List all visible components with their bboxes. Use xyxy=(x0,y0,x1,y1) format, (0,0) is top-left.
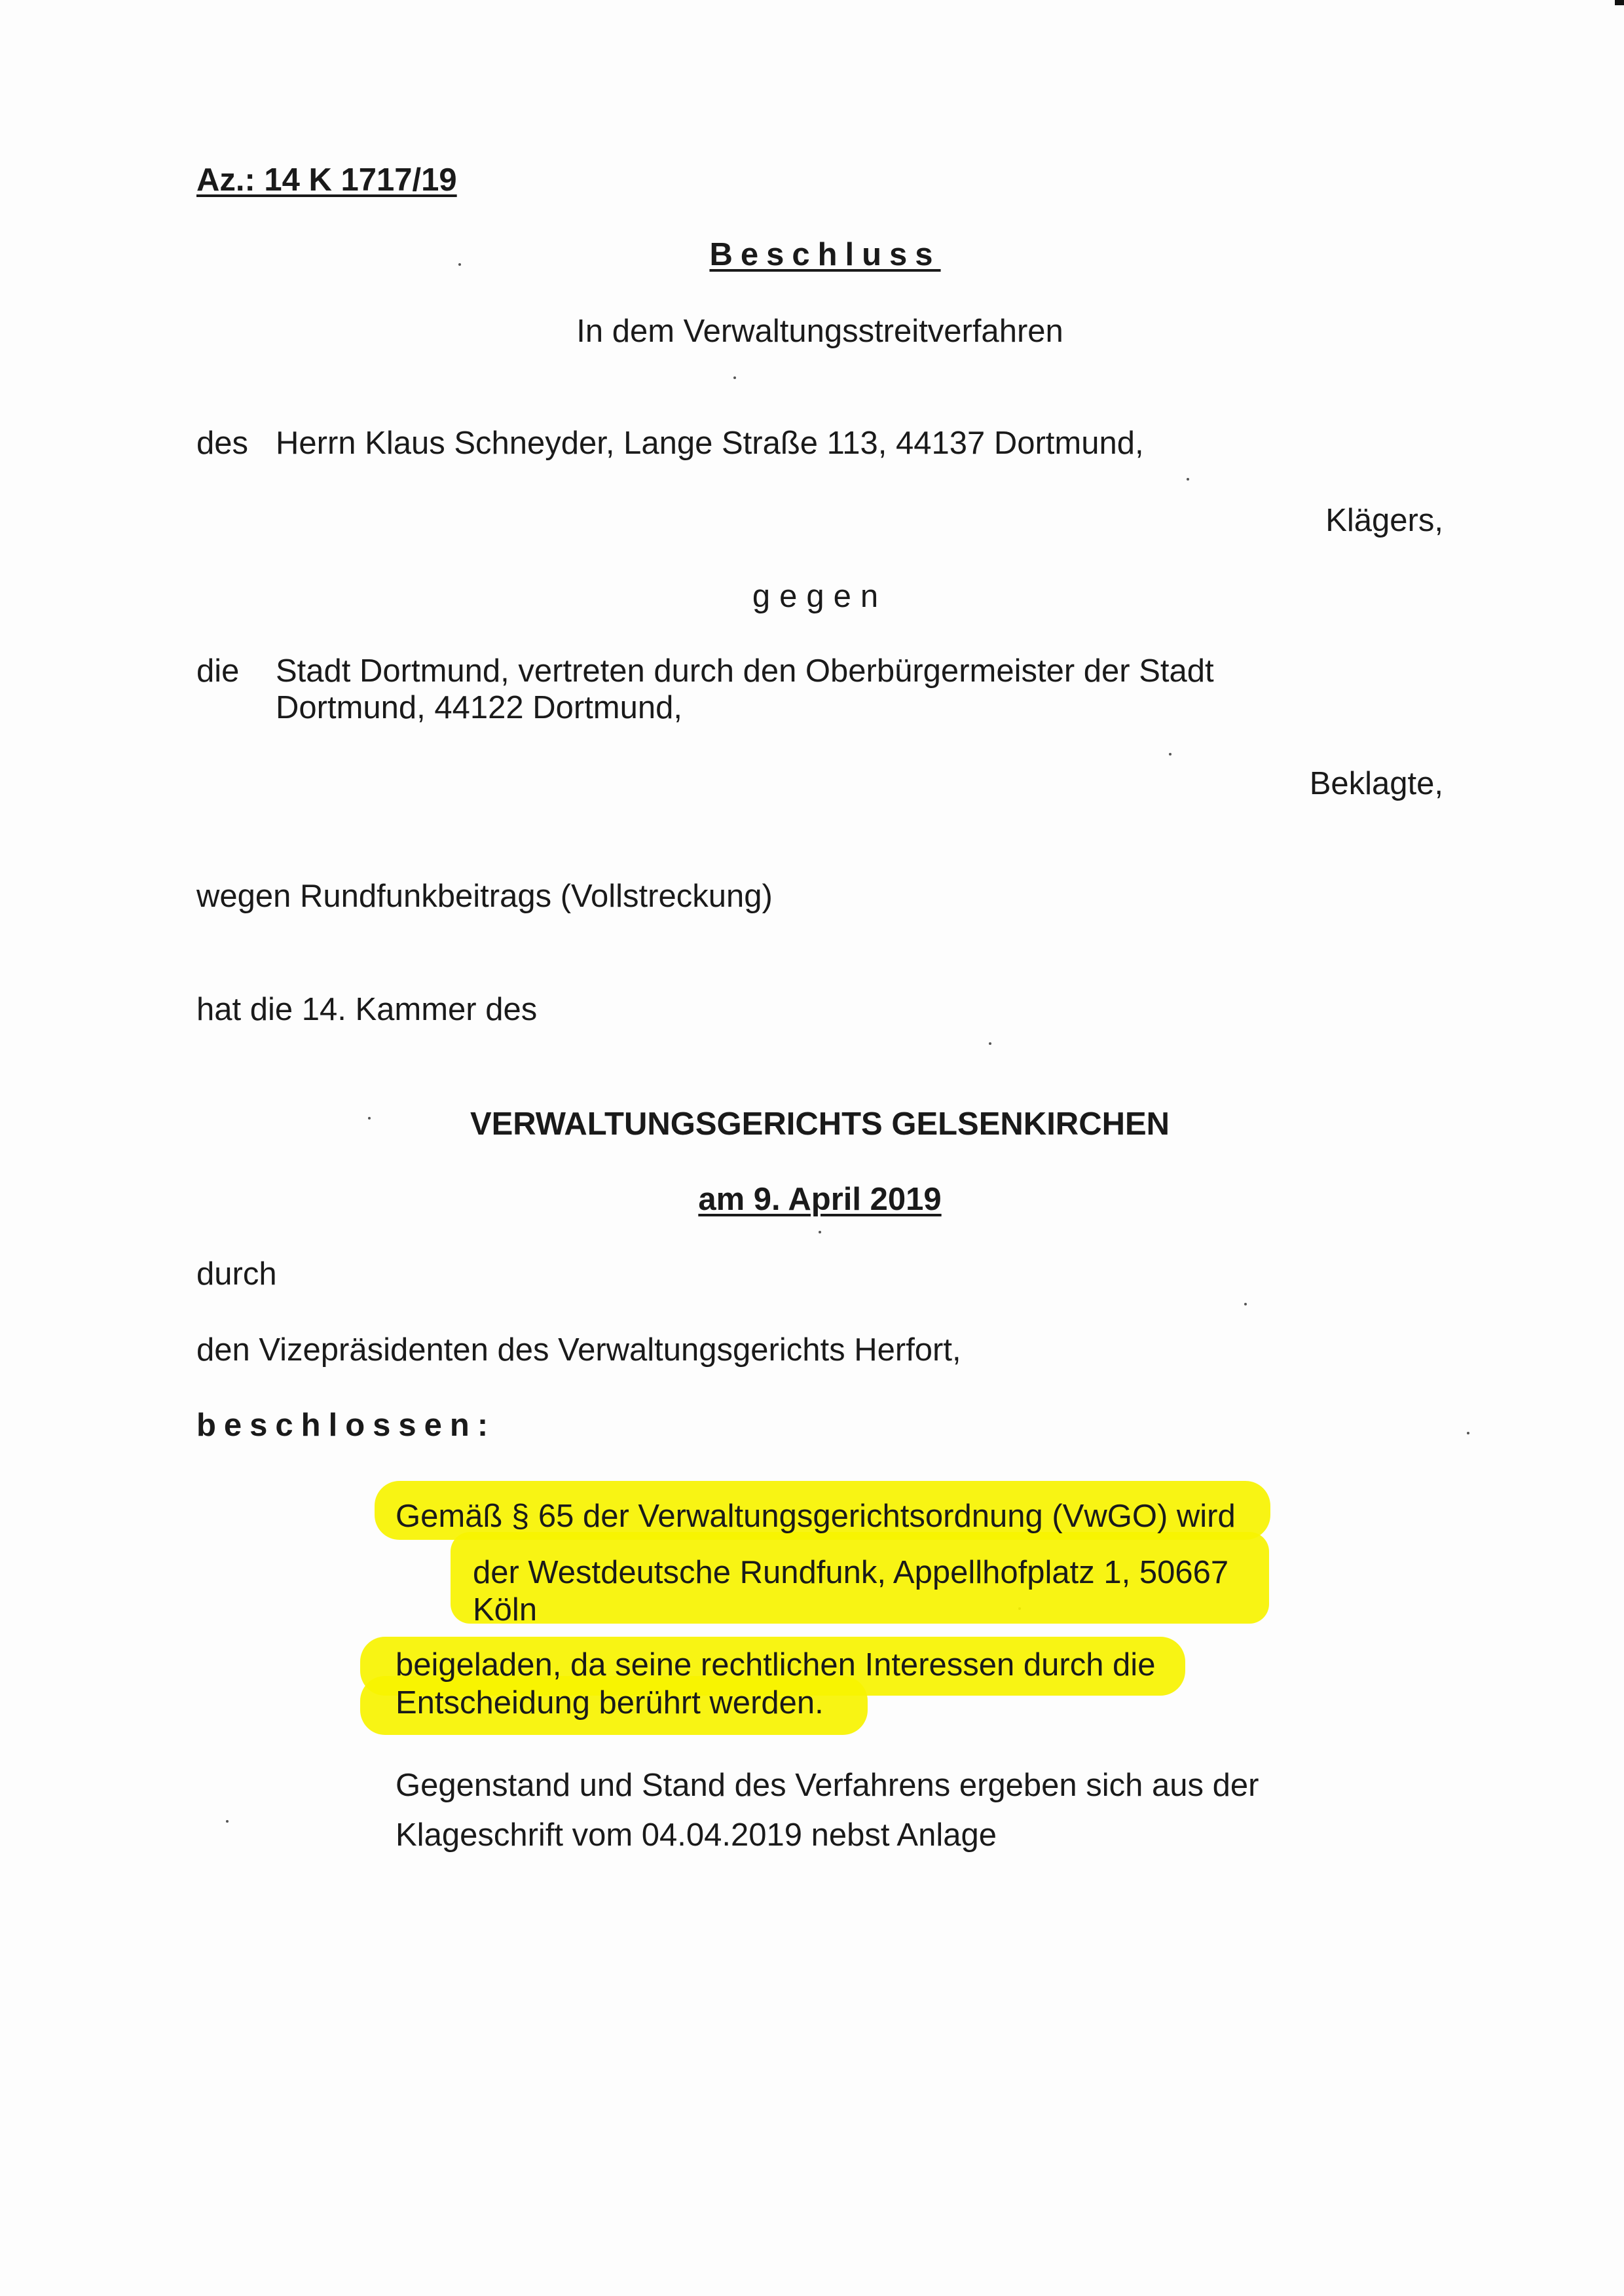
versus-text: gegen xyxy=(752,579,888,614)
by-text: durch xyxy=(196,1256,277,1292)
scan-speck xyxy=(1169,753,1172,756)
defendant-role: Beklagte, xyxy=(1309,766,1443,801)
ruling-party-line-2: Köln xyxy=(473,1592,538,1628)
note-line-2: Klageschrift vom 04.04.2019 nebst Anlage xyxy=(396,1817,997,1853)
court-name: VERWALTUNGSGERICHTS GELSENKIRCHEN xyxy=(470,1106,1170,1142)
scan-speck xyxy=(1244,1303,1247,1305)
scan-speck xyxy=(1467,1432,1469,1434)
scan-speck xyxy=(733,376,736,379)
plaintiff-prefix: des xyxy=(196,426,249,461)
note-line-1: Gegenstand und Stand des Verfahrens ergeben sich aus der xyxy=(396,1768,1259,1803)
scan-speck xyxy=(1187,478,1189,481)
ruling-line-1: Gemäß § 65 der Verwaltungsgerichtsordnung (VwGO) wird xyxy=(396,1499,1236,1534)
scan-speck xyxy=(226,1820,229,1823)
scan-speck xyxy=(989,1042,991,1045)
chamber-text: hat die 14. Kammer des xyxy=(196,992,538,1027)
plaintiff-role: Klägers, xyxy=(1325,503,1443,538)
scan-edge-mark xyxy=(1615,0,1624,5)
ruling-party-line-1: der Westdeutsche Rundfunk, Appellhofplatz 1, 50667 xyxy=(473,1555,1229,1590)
decision-date: am 9. April 2019 xyxy=(698,1182,942,1217)
defendant-line-1: Stadt Dortmund, vertreten durch den Oberbürgermeister der Stadt xyxy=(276,653,1214,689)
plaintiff-name: Herrn Klaus Schneyder, Lange Straße 113, 44137 Dortmund, xyxy=(276,426,1144,461)
ruling-line-4: Entscheidung berührt werden. xyxy=(396,1685,824,1721)
subject-text: wegen Rundfunkbeitrags (Vollstreckung) xyxy=(196,879,773,914)
ruling-line-3: beigeladen, da seine rechtlichen Interessen durch die xyxy=(396,1647,1156,1683)
scan-speck xyxy=(819,1231,821,1233)
intro-text: In dem Verwaltungsstreitverfahren xyxy=(576,314,1063,349)
defendant-prefix: die xyxy=(196,653,240,689)
document-title: Beschluss xyxy=(709,237,941,272)
case-number: Az.: 14 K 1717/19 xyxy=(196,162,457,198)
decided-heading: beschlossen: xyxy=(196,1408,496,1443)
judge-text: den Vizepräsidenten des Verwaltungsgerichts Herfort, xyxy=(196,1332,961,1368)
defendant-line-2: Dortmund, 44122 Dortmund, xyxy=(276,690,682,725)
